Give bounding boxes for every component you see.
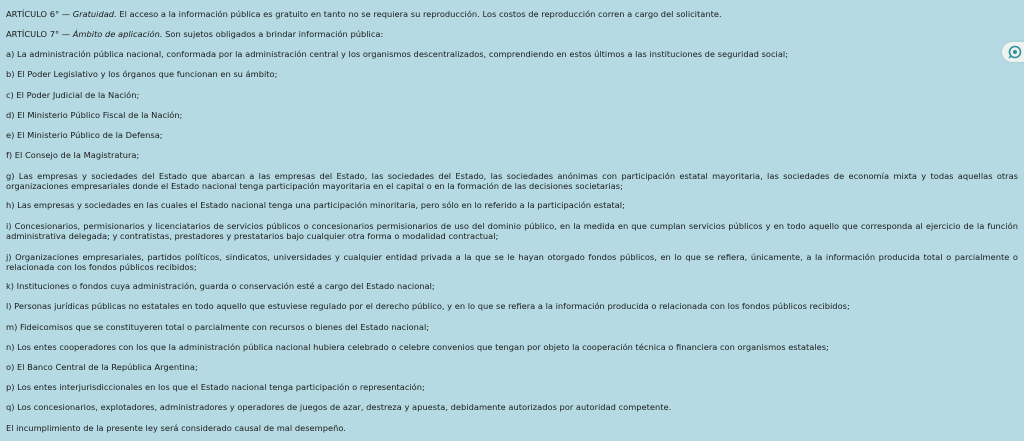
list-item-f: f) El Consejo de la Magistratura; — [6, 150, 140, 160]
article-7-heading: ARTÍCULO 7° — — [6, 29, 71, 39]
list-item-o: o) El Banco Central de la República Argentina; — [6, 362, 198, 372]
list-item-l: l) Personas jurídicas públicas no estatales en todo aquello que estuviese regulado por el derecho público, y en lo que se refiera a la información producida o relacionada con los fondos públicos recibidos; — [6, 301, 850, 311]
article-7-title: Ámbito de aplicación. — [72, 29, 163, 39]
list-item-h: h) Las empresas y sociedades en las cuales el Estado nacional tenga una participación minoritaria, pero sólo en lo referido a la participación estatal; — [6, 200, 625, 210]
article-7-text: Son sujetos obligados a brindar información pública: — [165, 29, 384, 39]
list-item-g: g) Las empresas y sociedades del Estado que abarcan a las empresas del Estado, las sociedades del Estado, las sociedades anónimas con participación estatal mayoritaria, las sociedades de economía mixta y todas aquellas otras organizaciones empresariales donde el Estado nacional tenga participación mayoritaria en el capital o en la formación de las decisiones societarias; — [6, 171, 1018, 191]
list-item-q: q) Los concesionarios, explotadores, administradores y operadores de juegos de azar, destreza y apuesta, debidamente autorizados por autoridad competente. — [6, 402, 672, 412]
closing-text: El incumplimiento de la presente ley será considerado causal de mal desempeño. — [6, 423, 346, 433]
list-item-j: j) Organizaciones empresariales, partidos políticos, sindicatos, universidades y cualquier entidad privada a la que se le hayan otorgado fondos públicos, en lo que se refiera, únicamente, a la información producida total o parcialmente o relacionada con los fondos públicos recibidos; — [6, 252, 1018, 272]
article-6-title: Gratuidad. — [72, 9, 117, 19]
list-item-k: k) Instituciones o fondos cuya administración, guarda o conservación esté a cargo del Estado nacional; — [6, 281, 435, 291]
article-6-heading: ARTÍCULO 6° — — [6, 9, 71, 19]
article-6-text: El acceso a la información pública es gratuito en tanto no se requiera su reproducción. Los costos de reproducción corren a cargo del solicitante. — [119, 9, 722, 19]
article-6 — [6, 9, 1018, 19]
list-item-p: p) Los entes interjurisdiccionales en los que el Estado nacional tenga participación o representación; — [6, 382, 425, 392]
list-item-c: c) El Poder Judicial de la Nación; — [6, 90, 140, 100]
list-item-e: e) El Ministerio Público de la Defensa; — [6, 130, 163, 140]
list-item-b: b) El Poder Legislativo y los órganos que funcionan en su ámbito; — [6, 69, 278, 79]
extension-side-button[interactable] — [1002, 42, 1024, 62]
list-item-i: i) Concesionarios, permisionarios y licenciatarios de servicios públicos o concesionarios permisionarios de uso del dominio público, en la medida en que cumplan servicios públicos y en todo aquello que corresponda al ejercicio de la función administrativa delegada; y contratistas, prestadores y prestatarios bajo cualquier otra forma o modalidad contractual; — [6, 221, 1018, 241]
list-item-n: n) Los entes cooperadores con los que la administración pública nacional hubiera celebrado o celebre convenios que tengan por objeto la cooperación técnica o financiera con organismos estatales; — [6, 342, 829, 352]
list-item-a: a) La administración pública nacional, conformada por la administración central y los organismos descentralizados, comprendiendo en estos últimos a las instituciones de seguridad social; — [6, 49, 789, 59]
article-7 — [6, 29, 1018, 39]
list-item-d: d) El Ministerio Público Fiscal de la Nación; — [6, 110, 183, 120]
list-item-m: m) Fideicomisos que se constituyeren total o parcialmente con recursos o bienes del Estado nacional; — [6, 322, 430, 332]
